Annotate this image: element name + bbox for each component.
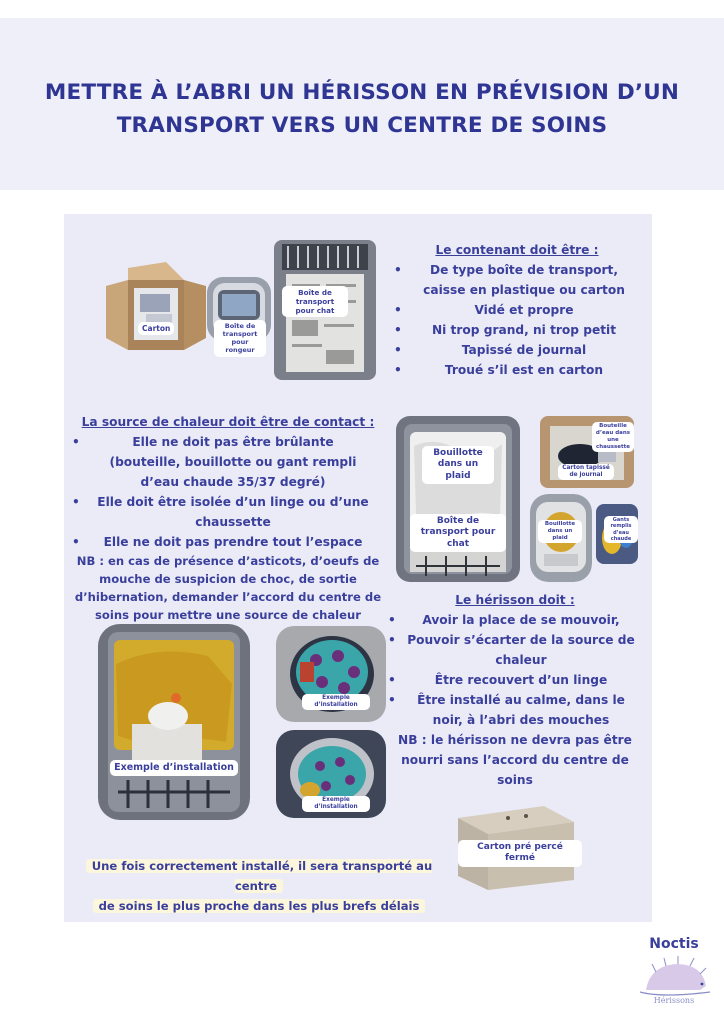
hedgehog-note: NB : le hérisson ne devra pas être nourri sans l’accord du centre de soins bbox=[398, 733, 632, 787]
hedgehog-list bbox=[388, 610, 642, 730]
footer-line-1: Une fois correctement installé, il sera transporté au centre bbox=[86, 859, 433, 893]
list-item: • Être installé au calme, dans le noir, à l’abri des mouches bbox=[388, 690, 642, 730]
footer-text bbox=[84, 856, 434, 916]
list-item: • Être recouvert d’un linge bbox=[388, 670, 642, 690]
caption-bouillotte-plaid-small: Bouillotte dans un plaid bbox=[538, 520, 582, 543]
photo-bouillotte-plaid bbox=[396, 416, 520, 582]
heat-list bbox=[72, 432, 384, 552]
caption-exemple-small-1: Exemple d’installation bbox=[302, 694, 370, 710]
caption-rongeur: Boîte de transport pour rongeur bbox=[214, 320, 266, 357]
title-line-2: TRANSPORT VERS UN CENTRE DE SOINS bbox=[116, 113, 608, 138]
caption-carton-journal: Carton tapissé de journal bbox=[558, 464, 614, 480]
list-item: • Avoir la place de se mouvoir, bbox=[388, 610, 642, 630]
caption-carton: Carton bbox=[138, 322, 174, 335]
caption-gants: Gants remplis d’eau chaude bbox=[604, 516, 638, 543]
heat-note: NB : en cas de présence d’asticots, d’oeufs de mouche de suspicion de choc, de sortie d’hibernation, demander l’accord du centre de soins pour mettre une source de chaleur bbox=[74, 554, 382, 622]
noctis-logo bbox=[632, 936, 716, 1012]
caption-bouillotte-plaid: Bouillotte dans un plaid bbox=[422, 446, 494, 484]
caption-exemple-small-2: Exemple d’installation bbox=[302, 796, 370, 812]
container-section bbox=[394, 240, 640, 380]
caption-carton-ferme: Carton pré percé fermé bbox=[458, 840, 582, 867]
caption-chat-top: Boîte de transport pour chat bbox=[282, 286, 348, 317]
container-list bbox=[394, 260, 640, 380]
container-heading: Le contenant doit être : bbox=[435, 243, 599, 257]
list-item: • De type boîte de transport, caisse en plastique ou carton bbox=[394, 260, 640, 300]
caption-exemple-large: Exemple d’installation bbox=[110, 760, 238, 776]
photo-carton bbox=[106, 262, 206, 354]
logo-sub: Hérissons bbox=[653, 996, 695, 1005]
heat-heading: La source de chaleur doit être de contact : bbox=[81, 415, 375, 429]
caption-bouteille-chaussette: Bouteille d’eau dans une chaussette bbox=[592, 422, 634, 452]
list-item: • Pouvoir s’écarter de la source de chaleur bbox=[388, 630, 642, 670]
photo-exemple-large bbox=[98, 624, 250, 820]
footer-line-2: de soins le plus proche dans les plus brefs délais bbox=[93, 899, 426, 913]
hedgehog-icon bbox=[632, 954, 716, 998]
hedgehog-heading: Le hérisson doit : bbox=[455, 593, 575, 607]
list-item: • Ni trop grand, ni trop petit bbox=[394, 320, 640, 340]
list-item: • Elle ne doit pas prendre tout l’espace bbox=[72, 532, 384, 552]
list-item: • Tapissé de journal bbox=[394, 340, 640, 360]
list-item: • Troué s’il est en carton bbox=[394, 360, 640, 380]
list-item: • Elle doit être isolée d’un linge ou d’une chaussette bbox=[72, 492, 384, 532]
list-item: • Elle ne doit pas être brûlante (bouteille, bouillotte ou gant rempli d’eau chaude 35/37 degré) bbox=[72, 432, 384, 492]
caption-chat-mid: Boîte de transport pour chat bbox=[410, 514, 506, 552]
title-line-1: METTRE À L’ABRI UN HÉRISSON EN PRÉVISION D’UN bbox=[44, 80, 680, 105]
list-item: • Vidé et propre bbox=[394, 300, 640, 320]
logo-name: Noctis bbox=[649, 936, 699, 952]
page-title bbox=[40, 76, 684, 142]
heat-section bbox=[72, 412, 384, 624]
hedgehog-section bbox=[388, 590, 642, 790]
